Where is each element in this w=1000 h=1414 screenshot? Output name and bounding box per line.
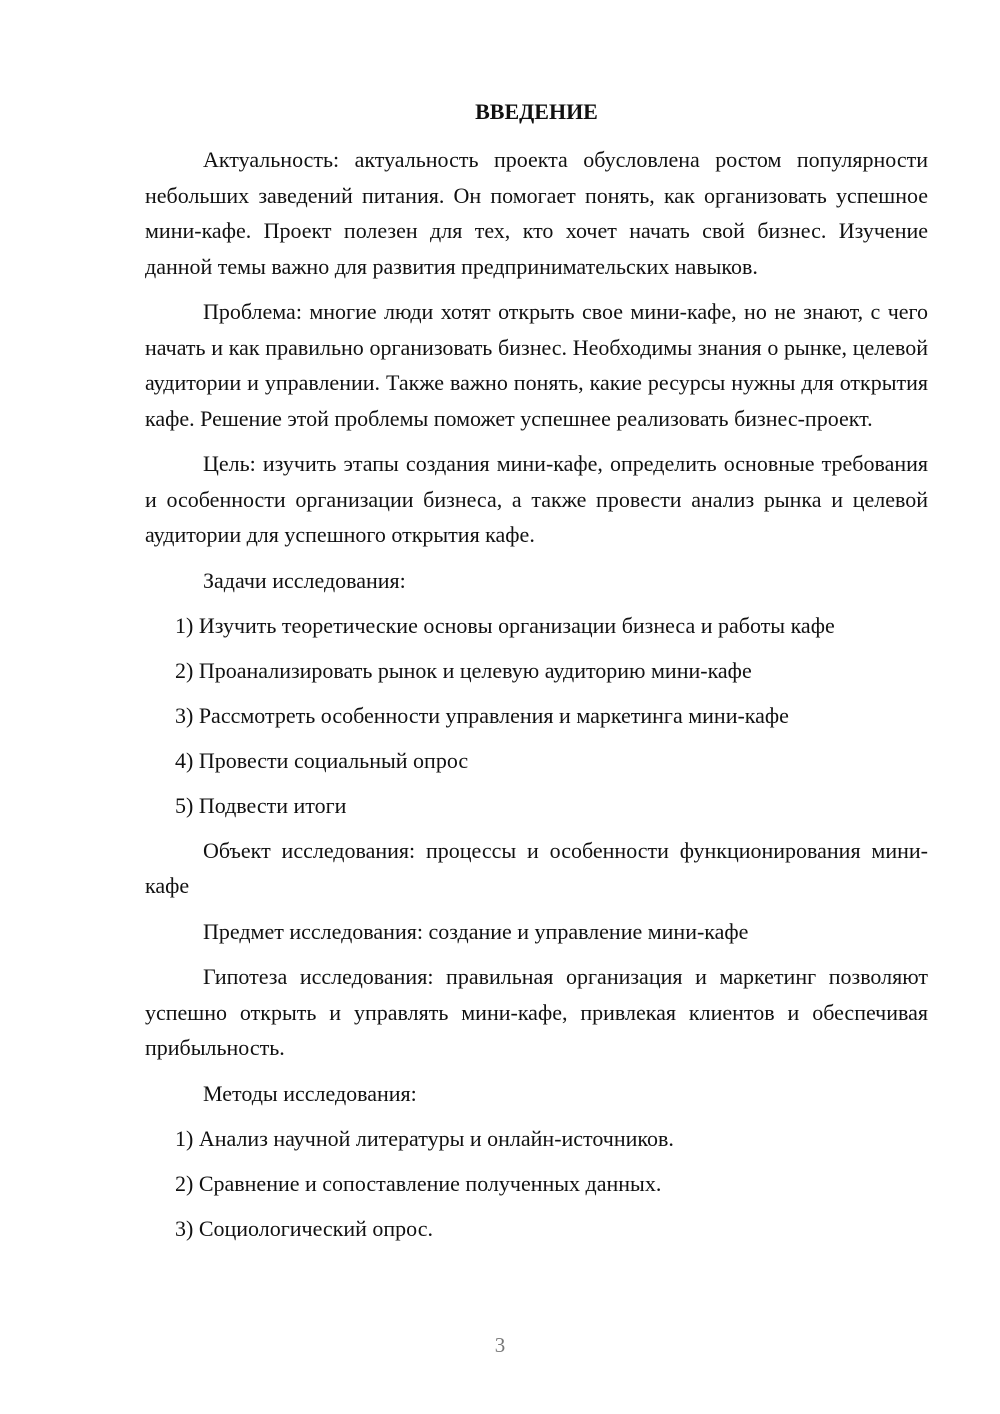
document-body (145, 96, 928, 1256)
method-item: 3) Социологический опрос. (175, 1215, 433, 1241)
task-item: 4) Провести социальный опрос (175, 747, 469, 773)
method-item: 1) Анализ научной литературы и онлайн-источников. (175, 1125, 674, 1151)
hypothesis-paragraph: Гипотеза исследования: правильная организация и маркетинг позволяют успешно открыть и управлять мини-кафе, привлекая клиентов и обеспечивая прибыльность. (145, 964, 928, 1060)
task-item: 1) Изучить теоретические основы организации бизнеса и работы кафе (175, 612, 835, 638)
task-item: 2) Проанализировать рынок и целевую аудиторию мини-кафе (175, 657, 752, 683)
page-number: 3 (494, 1333, 506, 1357)
methods-heading: Методы исследования: (203, 1080, 417, 1106)
task-item: 5) Подвести итоги (175, 792, 347, 818)
tasks-heading: Задачи исследования: (203, 567, 406, 593)
tasks-list (145, 608, 928, 823)
relevance-paragraph: Актуальность: актуальность проекта обусловлена ростом популярности небольших заведений питания. Он помогает понять, как организовать успешное мини-кафе. Проект полезен для тех, кто хочет начать свой бизнес. Изучение данной темы важно для развития предпринимательских навыков. (145, 147, 928, 279)
method-item: 2) Сравнение и сопоставление полученных данных. (175, 1170, 662, 1196)
problem-paragraph: Проблема: многие люди хотят открыть свое мини-кафе, но не знают, с чего начать и как правильно организовать бизнес. Необходимы знания о рынке, целевой аудитории и управлении. Также важно понять, какие ресурсы нужны для открытия кафе. Решение этой проблемы поможет успешнее реализовать бизнес-проект. (145, 299, 928, 431)
methods-list (145, 1121, 928, 1246)
task-item: 3) Рассмотреть особенности управления и маркетинга мини-кафе (175, 702, 789, 728)
section-title: ВВЕДЕНИЕ (475, 99, 598, 124)
goal-paragraph: Цель: изучить этапы создания мини-кафе, определить основные требования и особенности организации бизнеса, а также провести анализ рынка и целевой аудитории для успешного открытия кафе. (145, 451, 928, 547)
subject-paragraph: Предмет исследования: создание и управление мини-кафе (203, 918, 749, 944)
object-paragraph: Объект исследования: процессы и особенности функционирования мини-кафе (145, 837, 928, 898)
